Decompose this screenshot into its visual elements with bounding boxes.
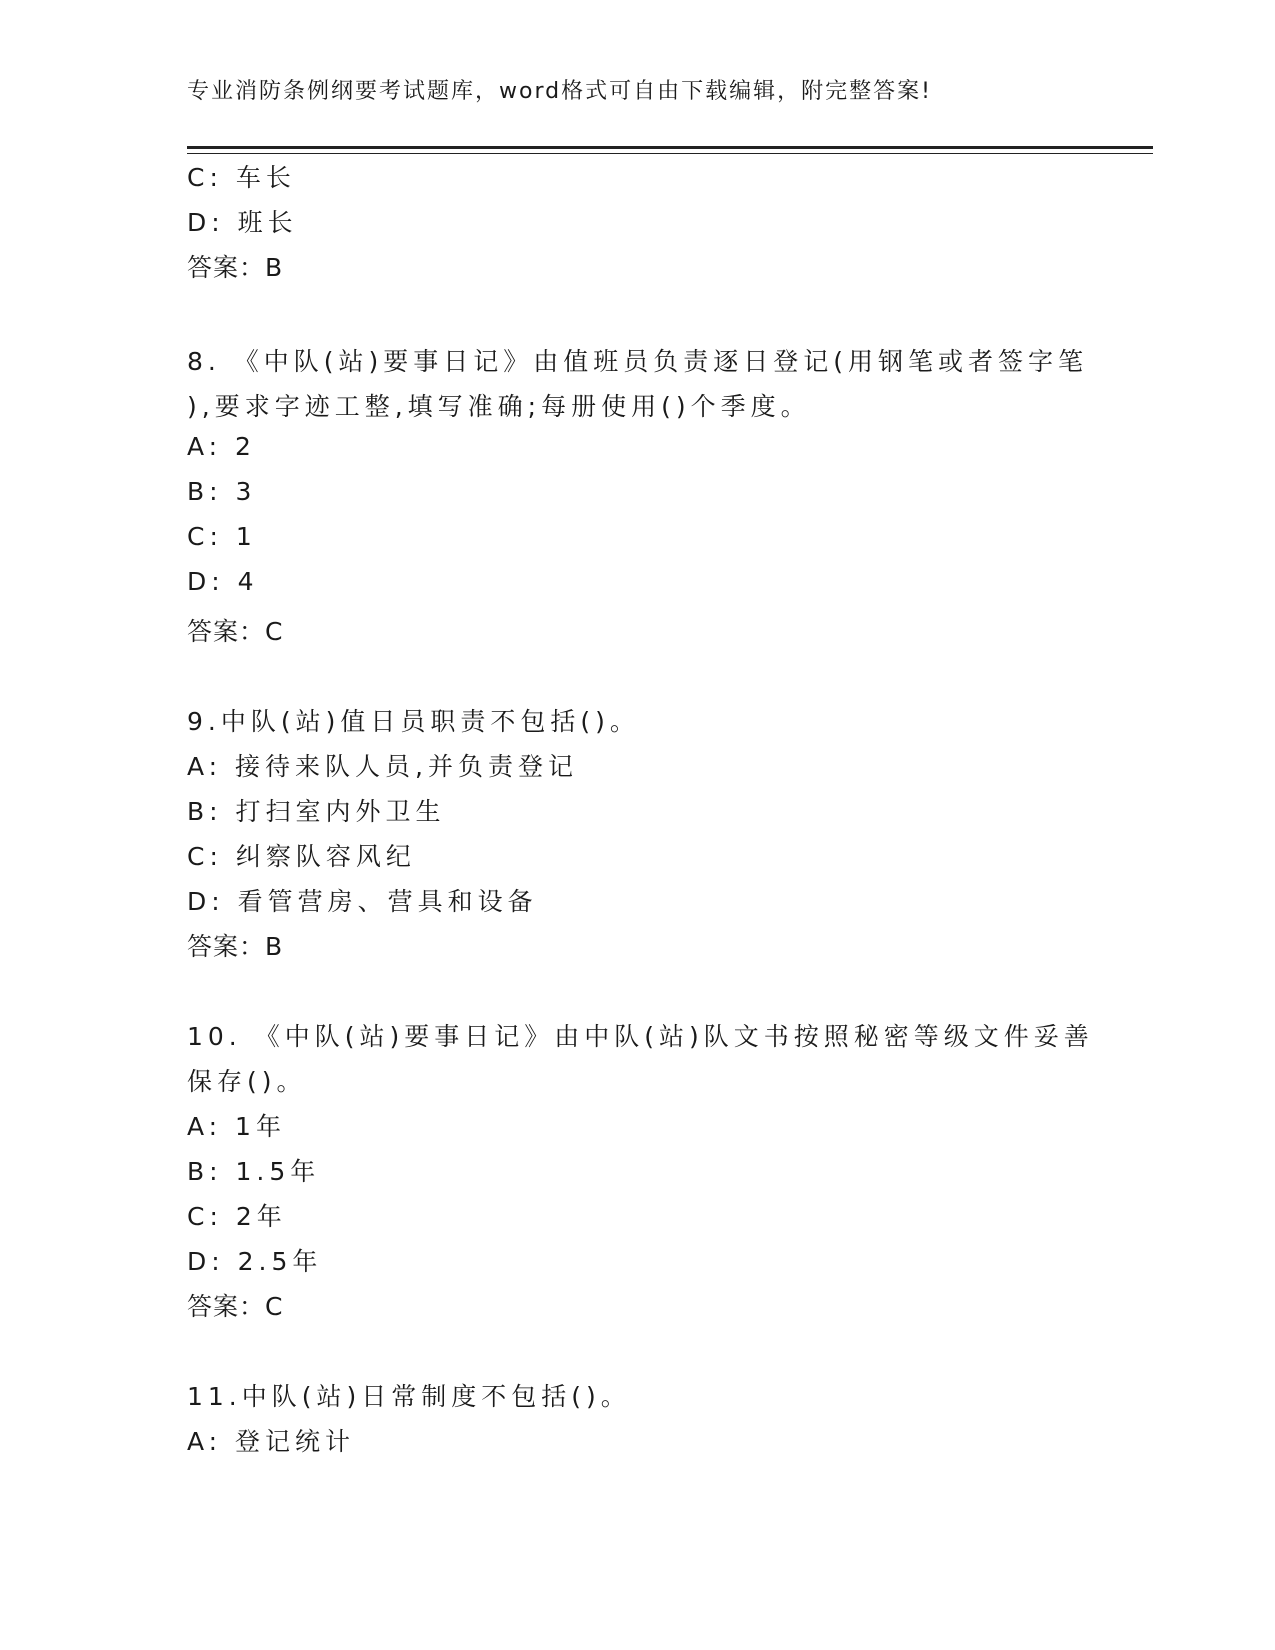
option-line: C: 纠察队容风纪	[187, 842, 416, 871]
option-line: A: 2	[187, 432, 256, 461]
question-line: 保存()。	[187, 1067, 307, 1096]
answer-line: 答案：B	[187, 253, 284, 282]
question-line: ),要求字迹工整,填写准确;每册使用()个季度。	[187, 392, 811, 421]
option-line: B: 打扫室内外卫生	[187, 797, 446, 826]
option-line: C: 车长	[187, 163, 296, 192]
option-line: C: 2年	[187, 1202, 287, 1231]
option-line: C: 1	[187, 522, 257, 551]
page-header: 专业消防条例纲要考试题库，word格式可自由下载编辑，附完整答案!	[187, 79, 932, 104]
option-line: A: 接待来队人员,并负责登记	[187, 752, 578, 781]
option-line: B: 1.5年	[187, 1157, 321, 1186]
question-line: 8. 《中队(站)要事日记》由值班员负责逐日登记(用钢笔或者签字笔	[187, 347, 1089, 376]
header-rule-thick	[187, 146, 1153, 149]
question-line: 10. 《中队(站)要事日记》由中队(站)队文书按照秘密等级文件妥善	[187, 1022, 1094, 1051]
answer-line: 答案：C	[187, 1292, 284, 1321]
answer-line: 答案：C	[187, 617, 284, 646]
question-line: 9.中队(站)值日员职责不包括()。	[187, 707, 640, 736]
option-line: A: 1年	[187, 1112, 286, 1141]
header-rule-thin	[187, 153, 1153, 154]
answer-line: 答案：B	[187, 932, 284, 961]
option-line: D: 看管营房、营具和设备	[187, 887, 538, 916]
option-line: A: 登记统计	[187, 1427, 356, 1456]
question-line: 11.中队(站)日常制度不包括()。	[187, 1382, 631, 1411]
option-line: D: 2.5年	[187, 1247, 323, 1276]
option-line: D: 班长	[187, 208, 298, 237]
option-line: D: 4	[187, 567, 259, 596]
option-line: B: 3	[187, 477, 257, 506]
